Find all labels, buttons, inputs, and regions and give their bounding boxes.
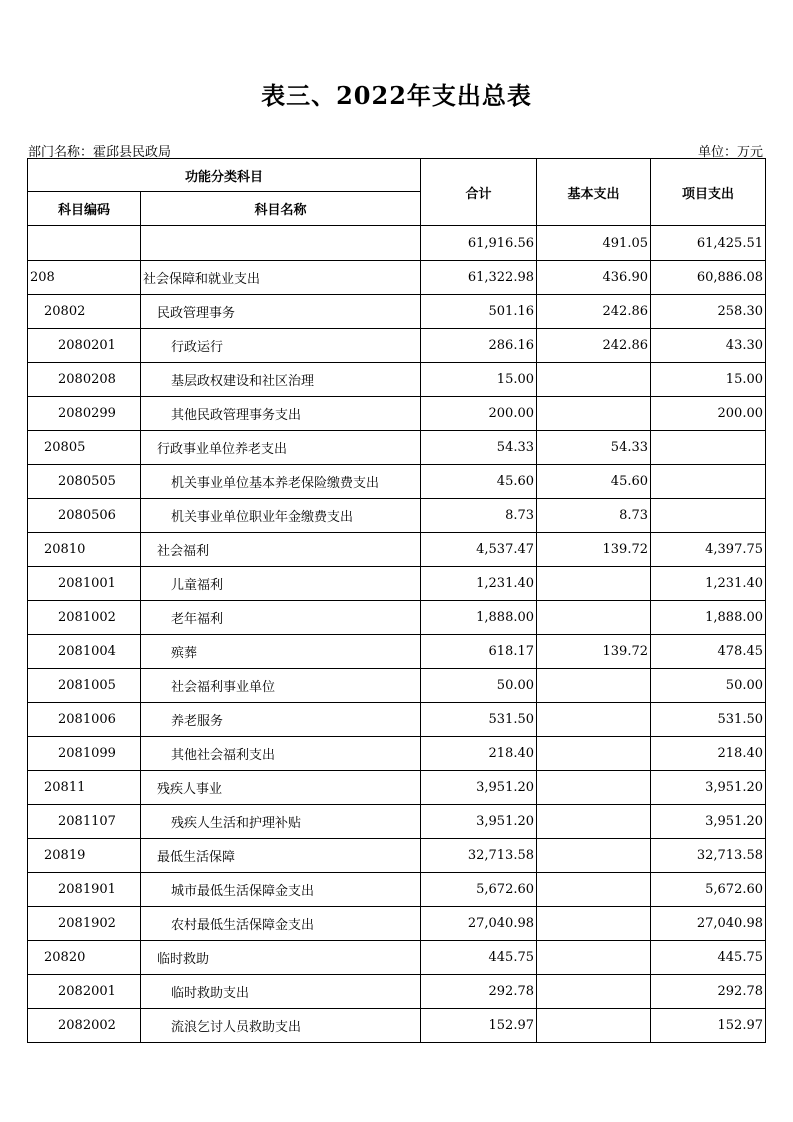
subject-code-cell: 20810 — [28, 533, 141, 567]
subject-code-cell: 20820 — [28, 941, 141, 975]
subject-code-cell: 2081901 — [28, 873, 141, 907]
project-expenditure-cell: 4,397.75 — [651, 533, 766, 567]
basic-expenditure-cell — [537, 703, 651, 737]
header-project-expenditure: 项目支出 — [651, 159, 766, 226]
subject-name-cell: 社会福利事业单位 — [141, 669, 421, 703]
subject-name-cell: 其他社会福利支出 — [141, 737, 421, 771]
total-amount-cell: 292.78 — [421, 975, 537, 1009]
total-amount-cell: 54.33 — [421, 431, 537, 465]
table-row — [28, 839, 766, 873]
total-amount-cell: 3,951.20 — [421, 805, 537, 839]
basic-expenditure-cell: 8.73 — [537, 499, 651, 533]
total-amount-cell: 1,231.40 — [421, 567, 537, 601]
basic-expenditure-cell — [537, 601, 651, 635]
subject-name-cell: 行政运行 — [141, 329, 421, 363]
basic-expenditure-cell — [537, 907, 651, 941]
subject-name-cell: 养老服务 — [141, 703, 421, 737]
project-expenditure-cell: 3,951.20 — [651, 771, 766, 805]
total-amount-cell: 45.60 — [421, 465, 537, 499]
subject-code-cell: 20811 — [28, 771, 141, 805]
project-expenditure-cell — [651, 431, 766, 465]
subject-code-cell: 208 — [28, 261, 141, 295]
project-expenditure-cell: 200.00 — [651, 397, 766, 431]
subject-code-cell: 2081001 — [28, 567, 141, 601]
project-expenditure-cell: 50.00 — [651, 669, 766, 703]
table-row — [28, 975, 766, 1009]
subject-name-cell: 儿童福利 — [141, 567, 421, 601]
subject-code-cell: 2081005 — [28, 669, 141, 703]
basic-expenditure-cell: 139.72 — [537, 635, 651, 669]
total-amount-cell: 531.50 — [421, 703, 537, 737]
subject-name-cell: 民政管理事务 — [141, 295, 421, 329]
project-expenditure-cell: 152.97 — [651, 1009, 766, 1043]
subject-name-cell: 行政事业单位养老支出 — [141, 431, 421, 465]
table-row — [28, 363, 766, 397]
subject-code-cell: 2081004 — [28, 635, 141, 669]
total-amount-cell: 15.00 — [421, 363, 537, 397]
basic-expenditure-cell — [537, 873, 651, 907]
project-expenditure-cell: 218.40 — [651, 737, 766, 771]
project-expenditure-cell: 32,713.58 — [651, 839, 766, 873]
subject-code-cell: 20805 — [28, 431, 141, 465]
header-functional-classification: 功能分类科目 — [28, 159, 421, 192]
basic-expenditure-cell — [537, 737, 651, 771]
project-expenditure-cell: 60,886.08 — [651, 261, 766, 295]
total-amount-cell: 200.00 — [421, 397, 537, 431]
total-project: 61,425.51 — [651, 226, 766, 261]
basic-expenditure-cell — [537, 567, 651, 601]
table-row — [28, 465, 766, 499]
subject-code-cell: 2080299 — [28, 397, 141, 431]
total-amount: 61,916.56 — [421, 226, 537, 261]
subject-name-cell: 机关事业单位基本养老保险缴费支出 — [141, 465, 421, 499]
basic-expenditure-cell — [537, 941, 651, 975]
basic-expenditure-cell: 139.72 — [537, 533, 651, 567]
table-row — [28, 295, 766, 329]
table-row — [28, 805, 766, 839]
header-total: 合计 — [421, 159, 537, 226]
basic-expenditure-cell — [537, 975, 651, 1009]
subject-code-cell: 2081902 — [28, 907, 141, 941]
table-row — [28, 1009, 766, 1043]
basic-expenditure-cell: 242.86 — [537, 295, 651, 329]
total-amount-cell: 152.97 — [421, 1009, 537, 1043]
total-amount-cell: 501.16 — [421, 295, 537, 329]
page-title: 表三、2022年支出总表 — [261, 81, 532, 110]
basic-expenditure-cell — [537, 363, 651, 397]
table-row — [28, 533, 766, 567]
subject-name-cell: 临时救助支出 — [141, 975, 421, 1009]
project-expenditure-cell: 5,672.60 — [651, 873, 766, 907]
project-expenditure-cell — [651, 465, 766, 499]
total-amount-cell: 1,888.00 — [421, 601, 537, 635]
total-amount-cell: 8.73 — [421, 499, 537, 533]
subject-name-cell: 农村最低生活保障金支出 — [141, 907, 421, 941]
subject-name-cell: 机关事业单位职业年金缴费支出 — [141, 499, 421, 533]
project-expenditure-cell: 3,951.20 — [651, 805, 766, 839]
subject-code-cell: 2082001 — [28, 975, 141, 1009]
subject-name-cell: 残疾人事业 — [141, 771, 421, 805]
subject-code-cell: 2080208 — [28, 363, 141, 397]
table-row — [28, 737, 766, 771]
basic-expenditure-cell — [537, 805, 651, 839]
subject-code-cell: 2081006 — [28, 703, 141, 737]
project-expenditure-cell: 1,231.40 — [651, 567, 766, 601]
table-row — [28, 771, 766, 805]
subject-name-cell: 其他民政管理事务支出 — [141, 397, 421, 431]
total-amount-cell: 3,951.20 — [421, 771, 537, 805]
expenditure-table — [27, 158, 766, 1043]
total-amount-cell: 32,713.58 — [421, 839, 537, 873]
basic-expenditure-cell: 436.90 — [537, 261, 651, 295]
table-row — [28, 873, 766, 907]
table-row — [28, 567, 766, 601]
basic-expenditure-cell — [537, 669, 651, 703]
subject-code-cell: 2080201 — [28, 329, 141, 363]
basic-expenditure-cell — [537, 397, 651, 431]
subject-name-cell: 社会福利 — [141, 533, 421, 567]
header-subject-code: 科目编码 — [28, 192, 141, 226]
table-row — [28, 669, 766, 703]
table-body — [28, 226, 766, 1043]
subject-name-cell: 城市最低生活保障金支出 — [141, 873, 421, 907]
basic-expenditure-cell — [537, 839, 651, 873]
table-row — [28, 261, 766, 295]
table-row — [28, 431, 766, 465]
table-row — [28, 397, 766, 431]
subject-code-cell: 2080506 — [28, 499, 141, 533]
project-expenditure-cell: 1,888.00 — [651, 601, 766, 635]
table-row — [28, 703, 766, 737]
subject-code-cell: 2081002 — [28, 601, 141, 635]
table-row — [28, 499, 766, 533]
subject-code-cell: 2080505 — [28, 465, 141, 499]
total-amount-cell: 445.75 — [421, 941, 537, 975]
basic-expenditure-cell: 54.33 — [537, 431, 651, 465]
table-row — [28, 907, 766, 941]
subject-code-cell: 20802 — [28, 295, 141, 329]
subject-code-cell: 2081107 — [28, 805, 141, 839]
total-amount-cell: 218.40 — [421, 737, 537, 771]
project-expenditure-cell: 292.78 — [651, 975, 766, 1009]
subject-name-cell: 最低生活保障 — [141, 839, 421, 873]
total-basic: 491.05 — [537, 226, 651, 261]
project-expenditure-cell: 478.45 — [651, 635, 766, 669]
total-amount-cell: 286.16 — [421, 329, 537, 363]
total-amount-cell: 618.17 — [421, 635, 537, 669]
subject-name-cell: 老年福利 — [141, 601, 421, 635]
project-expenditure-cell: 445.75 — [651, 941, 766, 975]
total-amount-cell: 61,322.98 — [421, 261, 537, 295]
subject-name-cell: 残疾人生活和护理补贴 — [141, 805, 421, 839]
total-amount-cell: 27,040.98 — [421, 907, 537, 941]
subject-code-cell: 2082002 — [28, 1009, 141, 1043]
header-basic-expenditure: 基本支出 — [537, 159, 651, 226]
total-amount-cell: 50.00 — [421, 669, 537, 703]
table-row — [28, 941, 766, 975]
subject-name-cell: 殡葬 — [141, 635, 421, 669]
project-expenditure-cell: 27,040.98 — [651, 907, 766, 941]
subject-name-cell: 临时救助 — [141, 941, 421, 975]
header-subject-name: 科目名称 — [141, 192, 421, 226]
total-amount-cell: 5,672.60 — [421, 873, 537, 907]
project-expenditure-cell: 531.50 — [651, 703, 766, 737]
table-row — [28, 601, 766, 635]
basic-expenditure-cell: 242.86 — [537, 329, 651, 363]
basic-expenditure-cell — [537, 771, 651, 805]
subject-code-cell: 20819 — [28, 839, 141, 873]
subject-name-cell: 流浪乞讨人员救助支出 — [141, 1009, 421, 1043]
subject-name-cell: 基层政权建设和社区治理 — [141, 363, 421, 397]
subject-name-cell: 社会保障和就业支出 — [141, 261, 421, 295]
total-row — [28, 226, 766, 261]
department-name: 部门名称：霍邱县民政局 — [28, 145, 172, 160]
project-expenditure-cell — [651, 499, 766, 533]
project-expenditure-cell: 43.30 — [651, 329, 766, 363]
table-header — [28, 159, 766, 226]
subject-code-cell: 2081099 — [28, 737, 141, 771]
total-name — [141, 226, 421, 261]
unit-label: 单位：万元 — [697, 145, 763, 160]
table-row — [28, 329, 766, 363]
basic-expenditure-cell — [537, 1009, 651, 1043]
table-row — [28, 635, 766, 669]
total-amount-cell: 4,537.47 — [421, 533, 537, 567]
total-code — [28, 226, 141, 261]
project-expenditure-cell: 15.00 — [651, 363, 766, 397]
project-expenditure-cell: 258.30 — [651, 295, 766, 329]
basic-expenditure-cell: 45.60 — [537, 465, 651, 499]
